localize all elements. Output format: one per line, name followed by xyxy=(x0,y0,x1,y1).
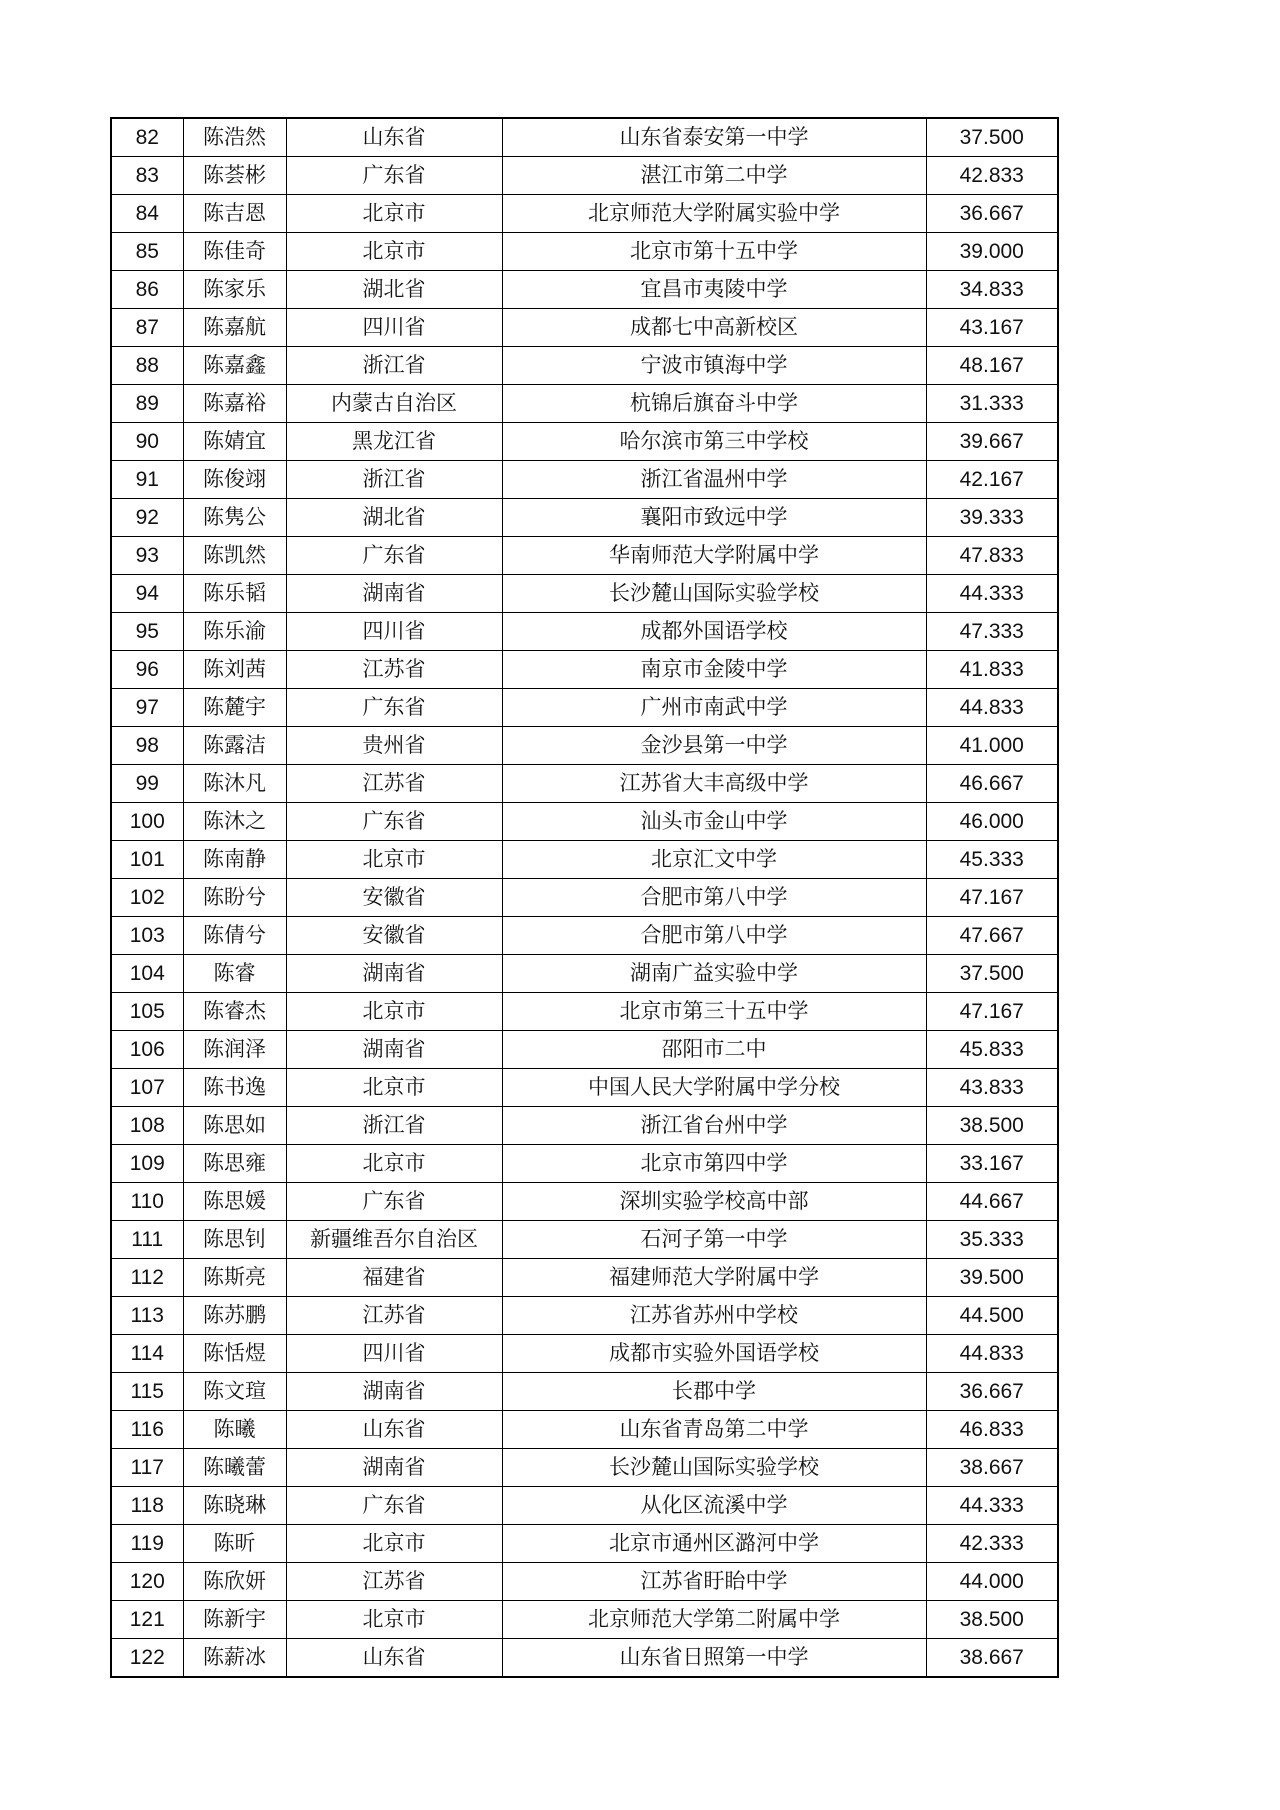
cell-province: 四川省 xyxy=(286,1335,502,1373)
cell-province: 湖北省 xyxy=(286,271,502,309)
table-row xyxy=(111,1563,1058,1601)
cell-name: 陈思媛 xyxy=(183,1183,286,1221)
table-row xyxy=(111,1107,1058,1145)
cell-score: 39.667 xyxy=(926,423,1058,461)
cell-school: 北京汇文中学 xyxy=(502,841,926,879)
cell-score: 35.333 xyxy=(926,1221,1058,1259)
cell-school: 江苏省苏州中学校 xyxy=(502,1297,926,1335)
cell-score: 44.000 xyxy=(926,1563,1058,1601)
cell-score: 37.500 xyxy=(926,118,1058,157)
cell-school: 华南师范大学附属中学 xyxy=(502,537,926,575)
cell-score: 47.167 xyxy=(926,993,1058,1031)
cell-province: 北京市 xyxy=(286,1069,502,1107)
table-row xyxy=(111,1639,1058,1678)
cell-province: 新疆维吾尔自治区 xyxy=(286,1221,502,1259)
cell-name: 陈睿杰 xyxy=(183,993,286,1031)
cell-score: 46.000 xyxy=(926,803,1058,841)
cell-school: 邵阳市二中 xyxy=(502,1031,926,1069)
cell-score: 47.833 xyxy=(926,537,1058,575)
cell-number: 88 xyxy=(111,347,183,385)
cell-school: 长沙麓山国际实验学校 xyxy=(502,1449,926,1487)
cell-province: 北京市 xyxy=(286,993,502,1031)
cell-score: 44.667 xyxy=(926,1183,1058,1221)
cell-number: 105 xyxy=(111,993,183,1031)
table-row xyxy=(111,955,1058,993)
cell-province: 福建省 xyxy=(286,1259,502,1297)
cell-name: 陈思钊 xyxy=(183,1221,286,1259)
cell-name: 陈麓宇 xyxy=(183,689,286,727)
table-row xyxy=(111,233,1058,271)
cell-school: 成都七中高新校区 xyxy=(502,309,926,347)
cell-province: 湖南省 xyxy=(286,1373,502,1411)
cell-score: 44.333 xyxy=(926,575,1058,613)
cell-name: 陈睿 xyxy=(183,955,286,993)
table-row xyxy=(111,727,1058,765)
results-table xyxy=(110,117,1059,1678)
cell-province: 广东省 xyxy=(286,1487,502,1525)
cell-school: 襄阳市致远中学 xyxy=(502,499,926,537)
cell-school: 山东省泰安第一中学 xyxy=(502,118,926,157)
cell-number: 120 xyxy=(111,1563,183,1601)
cell-name: 陈斯亮 xyxy=(183,1259,286,1297)
cell-number: 95 xyxy=(111,613,183,651)
cell-number: 102 xyxy=(111,879,183,917)
cell-name: 陈盼兮 xyxy=(183,879,286,917)
cell-score: 38.667 xyxy=(926,1449,1058,1487)
cell-number: 117 xyxy=(111,1449,183,1487)
cell-province: 广东省 xyxy=(286,803,502,841)
cell-name: 陈书逸 xyxy=(183,1069,286,1107)
cell-school: 江苏省盱眙中学 xyxy=(502,1563,926,1601)
cell-score: 43.167 xyxy=(926,309,1058,347)
cell-province: 湖南省 xyxy=(286,1449,502,1487)
cell-name: 陈刘茜 xyxy=(183,651,286,689)
table-row xyxy=(111,841,1058,879)
cell-school: 合肥市第八中学 xyxy=(502,917,926,955)
cell-number: 104 xyxy=(111,955,183,993)
cell-school: 宁波市镇海中学 xyxy=(502,347,926,385)
table-row xyxy=(111,1525,1058,1563)
cell-score: 48.167 xyxy=(926,347,1058,385)
cell-name: 陈薪冰 xyxy=(183,1639,286,1678)
cell-number: 82 xyxy=(111,118,183,157)
cell-school: 成都外国语学校 xyxy=(502,613,926,651)
cell-name: 陈沐凡 xyxy=(183,765,286,803)
cell-school: 长郡中学 xyxy=(502,1373,926,1411)
cell-score: 42.833 xyxy=(926,157,1058,195)
cell-school: 山东省青岛第二中学 xyxy=(502,1411,926,1449)
cell-school: 江苏省大丰高级中学 xyxy=(502,765,926,803)
table-row xyxy=(111,347,1058,385)
cell-province: 北京市 xyxy=(286,195,502,233)
cell-name: 陈俊翊 xyxy=(183,461,286,499)
cell-province: 北京市 xyxy=(286,1601,502,1639)
table-row xyxy=(111,423,1058,461)
table-row xyxy=(111,1335,1058,1373)
cell-school: 广州市南武中学 xyxy=(502,689,926,727)
cell-score: 38.500 xyxy=(926,1601,1058,1639)
cell-number: 110 xyxy=(111,1183,183,1221)
cell-score: 37.500 xyxy=(926,955,1058,993)
cell-province: 湖南省 xyxy=(286,955,502,993)
cell-name: 陈南静 xyxy=(183,841,286,879)
cell-number: 115 xyxy=(111,1373,183,1411)
cell-score: 47.333 xyxy=(926,613,1058,651)
cell-province: 黑龙江省 xyxy=(286,423,502,461)
cell-province: 江苏省 xyxy=(286,1297,502,1335)
table-row xyxy=(111,1221,1058,1259)
cell-number: 112 xyxy=(111,1259,183,1297)
cell-number: 118 xyxy=(111,1487,183,1525)
cell-number: 106 xyxy=(111,1031,183,1069)
cell-number: 99 xyxy=(111,765,183,803)
cell-name: 陈嘉裕 xyxy=(183,385,286,423)
cell-number: 114 xyxy=(111,1335,183,1373)
cell-number: 107 xyxy=(111,1069,183,1107)
cell-province: 广东省 xyxy=(286,1183,502,1221)
cell-province: 内蒙古自治区 xyxy=(286,385,502,423)
cell-number: 116 xyxy=(111,1411,183,1449)
cell-province: 江苏省 xyxy=(286,1563,502,1601)
cell-number: 93 xyxy=(111,537,183,575)
table-row xyxy=(111,1373,1058,1411)
cell-score: 44.833 xyxy=(926,1335,1058,1373)
table-row xyxy=(111,765,1058,803)
cell-name: 陈欣妍 xyxy=(183,1563,286,1601)
cell-school: 成都市实验外国语学校 xyxy=(502,1335,926,1373)
cell-school: 北京市第三十五中学 xyxy=(502,993,926,1031)
cell-score: 39.333 xyxy=(926,499,1058,537)
cell-number: 86 xyxy=(111,271,183,309)
cell-name: 陈恬煜 xyxy=(183,1335,286,1373)
cell-province: 广东省 xyxy=(286,537,502,575)
cell-province: 安徽省 xyxy=(286,917,502,955)
table-row xyxy=(111,1259,1058,1297)
cell-score: 45.833 xyxy=(926,1031,1058,1069)
cell-school: 北京市第四中学 xyxy=(502,1145,926,1183)
cell-school: 金沙县第一中学 xyxy=(502,727,926,765)
cell-score: 46.833 xyxy=(926,1411,1058,1449)
cell-score: 44.833 xyxy=(926,689,1058,727)
cell-score: 39.000 xyxy=(926,233,1058,271)
table-row xyxy=(111,689,1058,727)
cell-score: 36.667 xyxy=(926,1373,1058,1411)
cell-school: 从化区流溪中学 xyxy=(502,1487,926,1525)
cell-province: 广东省 xyxy=(286,689,502,727)
cell-score: 39.500 xyxy=(926,1259,1058,1297)
table-row xyxy=(111,271,1058,309)
cell-school: 北京师范大学第二附属中学 xyxy=(502,1601,926,1639)
cell-score: 46.667 xyxy=(926,765,1058,803)
cell-province: 北京市 xyxy=(286,1525,502,1563)
cell-province: 浙江省 xyxy=(286,347,502,385)
cell-province: 贵州省 xyxy=(286,727,502,765)
cell-name: 陈吉恩 xyxy=(183,195,286,233)
cell-number: 98 xyxy=(111,727,183,765)
cell-name: 陈曦蕾 xyxy=(183,1449,286,1487)
table-row xyxy=(111,1183,1058,1221)
cell-score: 31.333 xyxy=(926,385,1058,423)
cell-number: 101 xyxy=(111,841,183,879)
cell-name: 陈嘉航 xyxy=(183,309,286,347)
cell-province: 湖南省 xyxy=(286,575,502,613)
table-row xyxy=(111,157,1058,195)
cell-name: 陈倩兮 xyxy=(183,917,286,955)
table-row xyxy=(111,803,1058,841)
cell-score: 42.333 xyxy=(926,1525,1058,1563)
cell-score: 38.500 xyxy=(926,1107,1058,1145)
cell-school: 北京师范大学附属实验中学 xyxy=(502,195,926,233)
cell-score: 41.833 xyxy=(926,651,1058,689)
table-row xyxy=(111,309,1058,347)
cell-name: 陈凯然 xyxy=(183,537,286,575)
cell-province: 山东省 xyxy=(286,1411,502,1449)
cell-school: 汕头市金山中学 xyxy=(502,803,926,841)
cell-school: 浙江省台州中学 xyxy=(502,1107,926,1145)
cell-name: 陈思如 xyxy=(183,1107,286,1145)
cell-number: 96 xyxy=(111,651,183,689)
cell-school: 山东省日照第一中学 xyxy=(502,1639,926,1678)
cell-name: 陈文瑄 xyxy=(183,1373,286,1411)
cell-province: 北京市 xyxy=(286,233,502,271)
cell-name: 陈沐之 xyxy=(183,803,286,841)
cell-name: 陈乐渝 xyxy=(183,613,286,651)
cell-school: 深圳实验学校高中部 xyxy=(502,1183,926,1221)
cell-province: 山东省 xyxy=(286,1639,502,1678)
cell-school: 合肥市第八中学 xyxy=(502,879,926,917)
cell-number: 100 xyxy=(111,803,183,841)
table-row xyxy=(111,385,1058,423)
table-row xyxy=(111,1069,1058,1107)
cell-number: 87 xyxy=(111,309,183,347)
cell-province: 北京市 xyxy=(286,1145,502,1183)
cell-score: 47.167 xyxy=(926,879,1058,917)
cell-number: 84 xyxy=(111,195,183,233)
cell-score: 44.333 xyxy=(926,1487,1058,1525)
cell-name: 陈昕 xyxy=(183,1525,286,1563)
cell-number: 103 xyxy=(111,917,183,955)
cell-province: 湖南省 xyxy=(286,1031,502,1069)
table-row xyxy=(111,537,1058,575)
cell-number: 121 xyxy=(111,1601,183,1639)
cell-province: 浙江省 xyxy=(286,461,502,499)
cell-score: 44.500 xyxy=(926,1297,1058,1335)
cell-score: 34.833 xyxy=(926,271,1058,309)
cell-score: 45.333 xyxy=(926,841,1058,879)
cell-number: 94 xyxy=(111,575,183,613)
table-row xyxy=(111,993,1058,1031)
cell-school: 中国人民大学附属中学分校 xyxy=(502,1069,926,1107)
cell-school: 北京市通州区潞河中学 xyxy=(502,1525,926,1563)
cell-name: 陈思雍 xyxy=(183,1145,286,1183)
table-row xyxy=(111,1487,1058,1525)
cell-name: 陈隽公 xyxy=(183,499,286,537)
table-row xyxy=(111,917,1058,955)
cell-name: 陈家乐 xyxy=(183,271,286,309)
cell-school: 杭锦后旗奋斗中学 xyxy=(502,385,926,423)
cell-score: 43.833 xyxy=(926,1069,1058,1107)
table-row xyxy=(111,1031,1058,1069)
cell-school: 浙江省温州中学 xyxy=(502,461,926,499)
cell-province: 湖北省 xyxy=(286,499,502,537)
cell-number: 92 xyxy=(111,499,183,537)
cell-number: 85 xyxy=(111,233,183,271)
cell-name: 陈婧宜 xyxy=(183,423,286,461)
cell-school: 福建师范大学附属中学 xyxy=(502,1259,926,1297)
cell-name: 陈嘉鑫 xyxy=(183,347,286,385)
cell-number: 109 xyxy=(111,1145,183,1183)
cell-province: 广东省 xyxy=(286,157,502,195)
cell-number: 122 xyxy=(111,1639,183,1678)
table-row xyxy=(111,613,1058,651)
cell-school: 南京市金陵中学 xyxy=(502,651,926,689)
cell-score: 36.667 xyxy=(926,195,1058,233)
cell-number: 97 xyxy=(111,689,183,727)
cell-province: 四川省 xyxy=(286,309,502,347)
cell-name: 陈露洁 xyxy=(183,727,286,765)
cell-province: 安徽省 xyxy=(286,879,502,917)
cell-school: 长沙麓山国际实验学校 xyxy=(502,575,926,613)
cell-name: 陈苏鹏 xyxy=(183,1297,286,1335)
cell-score: 33.167 xyxy=(926,1145,1058,1183)
table-row xyxy=(111,461,1058,499)
cell-score: 41.000 xyxy=(926,727,1058,765)
cell-number: 83 xyxy=(111,157,183,195)
cell-school: 哈尔滨市第三中学校 xyxy=(502,423,926,461)
cell-number: 113 xyxy=(111,1297,183,1335)
cell-province: 北京市 xyxy=(286,841,502,879)
cell-number: 119 xyxy=(111,1525,183,1563)
cell-province: 浙江省 xyxy=(286,1107,502,1145)
cell-score: 42.167 xyxy=(926,461,1058,499)
table-row xyxy=(111,1411,1058,1449)
cell-school: 宜昌市夷陵中学 xyxy=(502,271,926,309)
table-row xyxy=(111,195,1058,233)
cell-name: 陈晓琳 xyxy=(183,1487,286,1525)
cell-number: 90 xyxy=(111,423,183,461)
cell-number: 111 xyxy=(111,1221,183,1259)
cell-province: 山东省 xyxy=(286,118,502,157)
cell-name: 陈润泽 xyxy=(183,1031,286,1069)
table-row xyxy=(111,575,1058,613)
cell-province: 江苏省 xyxy=(286,651,502,689)
table-row xyxy=(111,1145,1058,1183)
cell-province: 四川省 xyxy=(286,613,502,651)
cell-name: 陈浩然 xyxy=(183,118,286,157)
table-row xyxy=(111,1601,1058,1639)
table-row xyxy=(111,499,1058,537)
cell-name: 陈新宇 xyxy=(183,1601,286,1639)
cell-name: 陈曦 xyxy=(183,1411,286,1449)
table-body xyxy=(111,118,1058,1677)
cell-number: 89 xyxy=(111,385,183,423)
cell-name: 陈乐韬 xyxy=(183,575,286,613)
cell-name: 陈荟彬 xyxy=(183,157,286,195)
table-row xyxy=(111,1297,1058,1335)
cell-province: 江苏省 xyxy=(286,765,502,803)
cell-number: 91 xyxy=(111,461,183,499)
cell-school: 湖南广益实验中学 xyxy=(502,955,926,993)
cell-school: 北京市第十五中学 xyxy=(502,233,926,271)
table-row xyxy=(111,118,1058,157)
cell-school: 石河子第一中学 xyxy=(502,1221,926,1259)
table-row xyxy=(111,1449,1058,1487)
cell-score: 47.667 xyxy=(926,917,1058,955)
cell-score: 38.667 xyxy=(926,1639,1058,1678)
table-row xyxy=(111,651,1058,689)
cell-school: 湛江市第二中学 xyxy=(502,157,926,195)
table-row xyxy=(111,879,1058,917)
cell-name: 陈佳奇 xyxy=(183,233,286,271)
cell-number: 108 xyxy=(111,1107,183,1145)
